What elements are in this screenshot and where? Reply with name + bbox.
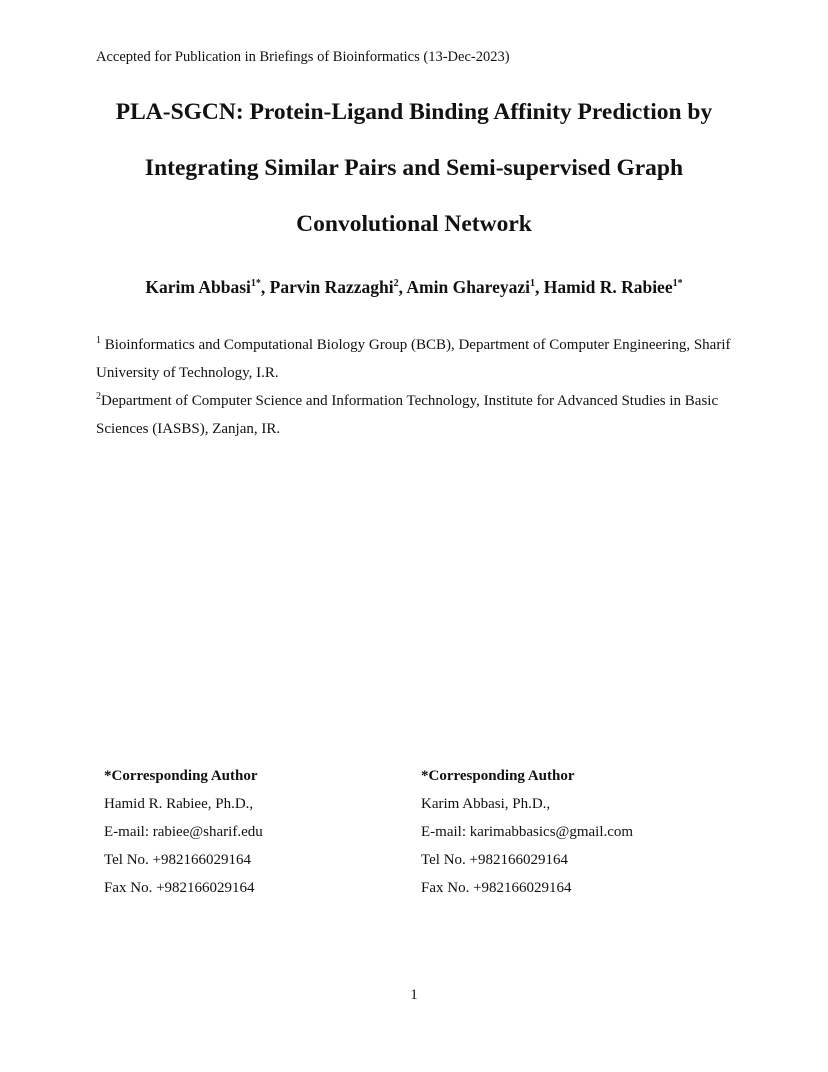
- corresponding-heading: *Corresponding Author: [104, 768, 258, 784]
- author-name: Parvin Razzaghi: [269, 277, 394, 297]
- corresponding-name: Karim Abbasi, Ph.D.,: [421, 796, 551, 812]
- affiliation-mark: 2: [96, 391, 101, 402]
- corresponding-fax: Fax No. +982166029164: [421, 880, 572, 896]
- author-affiliation-mark: 2: [393, 278, 399, 289]
- corresponding-author-left: [104, 762, 263, 902]
- header-note: Accepted for Publication in Briefings of Bioinformatics (13-Dec-2023): [96, 49, 510, 65]
- author-affiliation-mark: 1*: [250, 278, 261, 289]
- corresponding-fax: Fax No. +982166029164: [104, 880, 255, 896]
- title-line-1: PLA-SGCN: Protein-Ligand Binding Affinity Prediction by: [115, 99, 713, 125]
- affiliation-text: Bioinformatics and Computational Biology Group (BCB), Department of Computer Engineering, Sharif University of Technology, I.R.: [96, 337, 731, 381]
- affiliation-mark: 1: [96, 335, 101, 346]
- title-line-2: Integrating Similar Pairs and Semi-supervised Graph: [144, 155, 684, 181]
- corresponding-tel: Tel No. +982166029164: [421, 852, 568, 868]
- affiliation-1: [96, 331, 746, 387]
- author-affiliation-mark: 1: [530, 278, 536, 289]
- author-separator: ,: [535, 277, 544, 297]
- corresponding-heading: *Corresponding Author: [421, 768, 575, 784]
- corresponding-tel: Tel No. +982166029164: [104, 852, 251, 868]
- affiliation-2: [96, 387, 746, 443]
- corresponding-author-right: [421, 762, 633, 902]
- author-separator: ,: [260, 277, 270, 297]
- corresponding-email: E-mail: rabiee@sharif.edu: [104, 824, 263, 840]
- corresponding-name: Hamid R. Rabiee, Ph.D.,: [104, 796, 254, 812]
- paper-title: [60, 84, 768, 252]
- author-affiliation-mark: 1*: [672, 278, 683, 289]
- author-separator: ,: [398, 277, 407, 297]
- author-name: Hamid R. Rabiee: [543, 277, 673, 297]
- title-line-3: Convolutional Network: [296, 211, 532, 237]
- author-list: [60, 277, 768, 298]
- affiliation-text: Department of Computer Science and Information Technology, Institute for Advanced Studies in Basic Sciences (IASBS), Zanjan, IR.: [96, 393, 719, 437]
- author-name: Karim Abbasi: [145, 277, 251, 297]
- page-number: 1: [410, 987, 418, 1003]
- author-name: Amin Ghareyazi: [406, 277, 531, 297]
- corresponding-email: E-mail: karimabbasics@gmail.com: [421, 824, 634, 840]
